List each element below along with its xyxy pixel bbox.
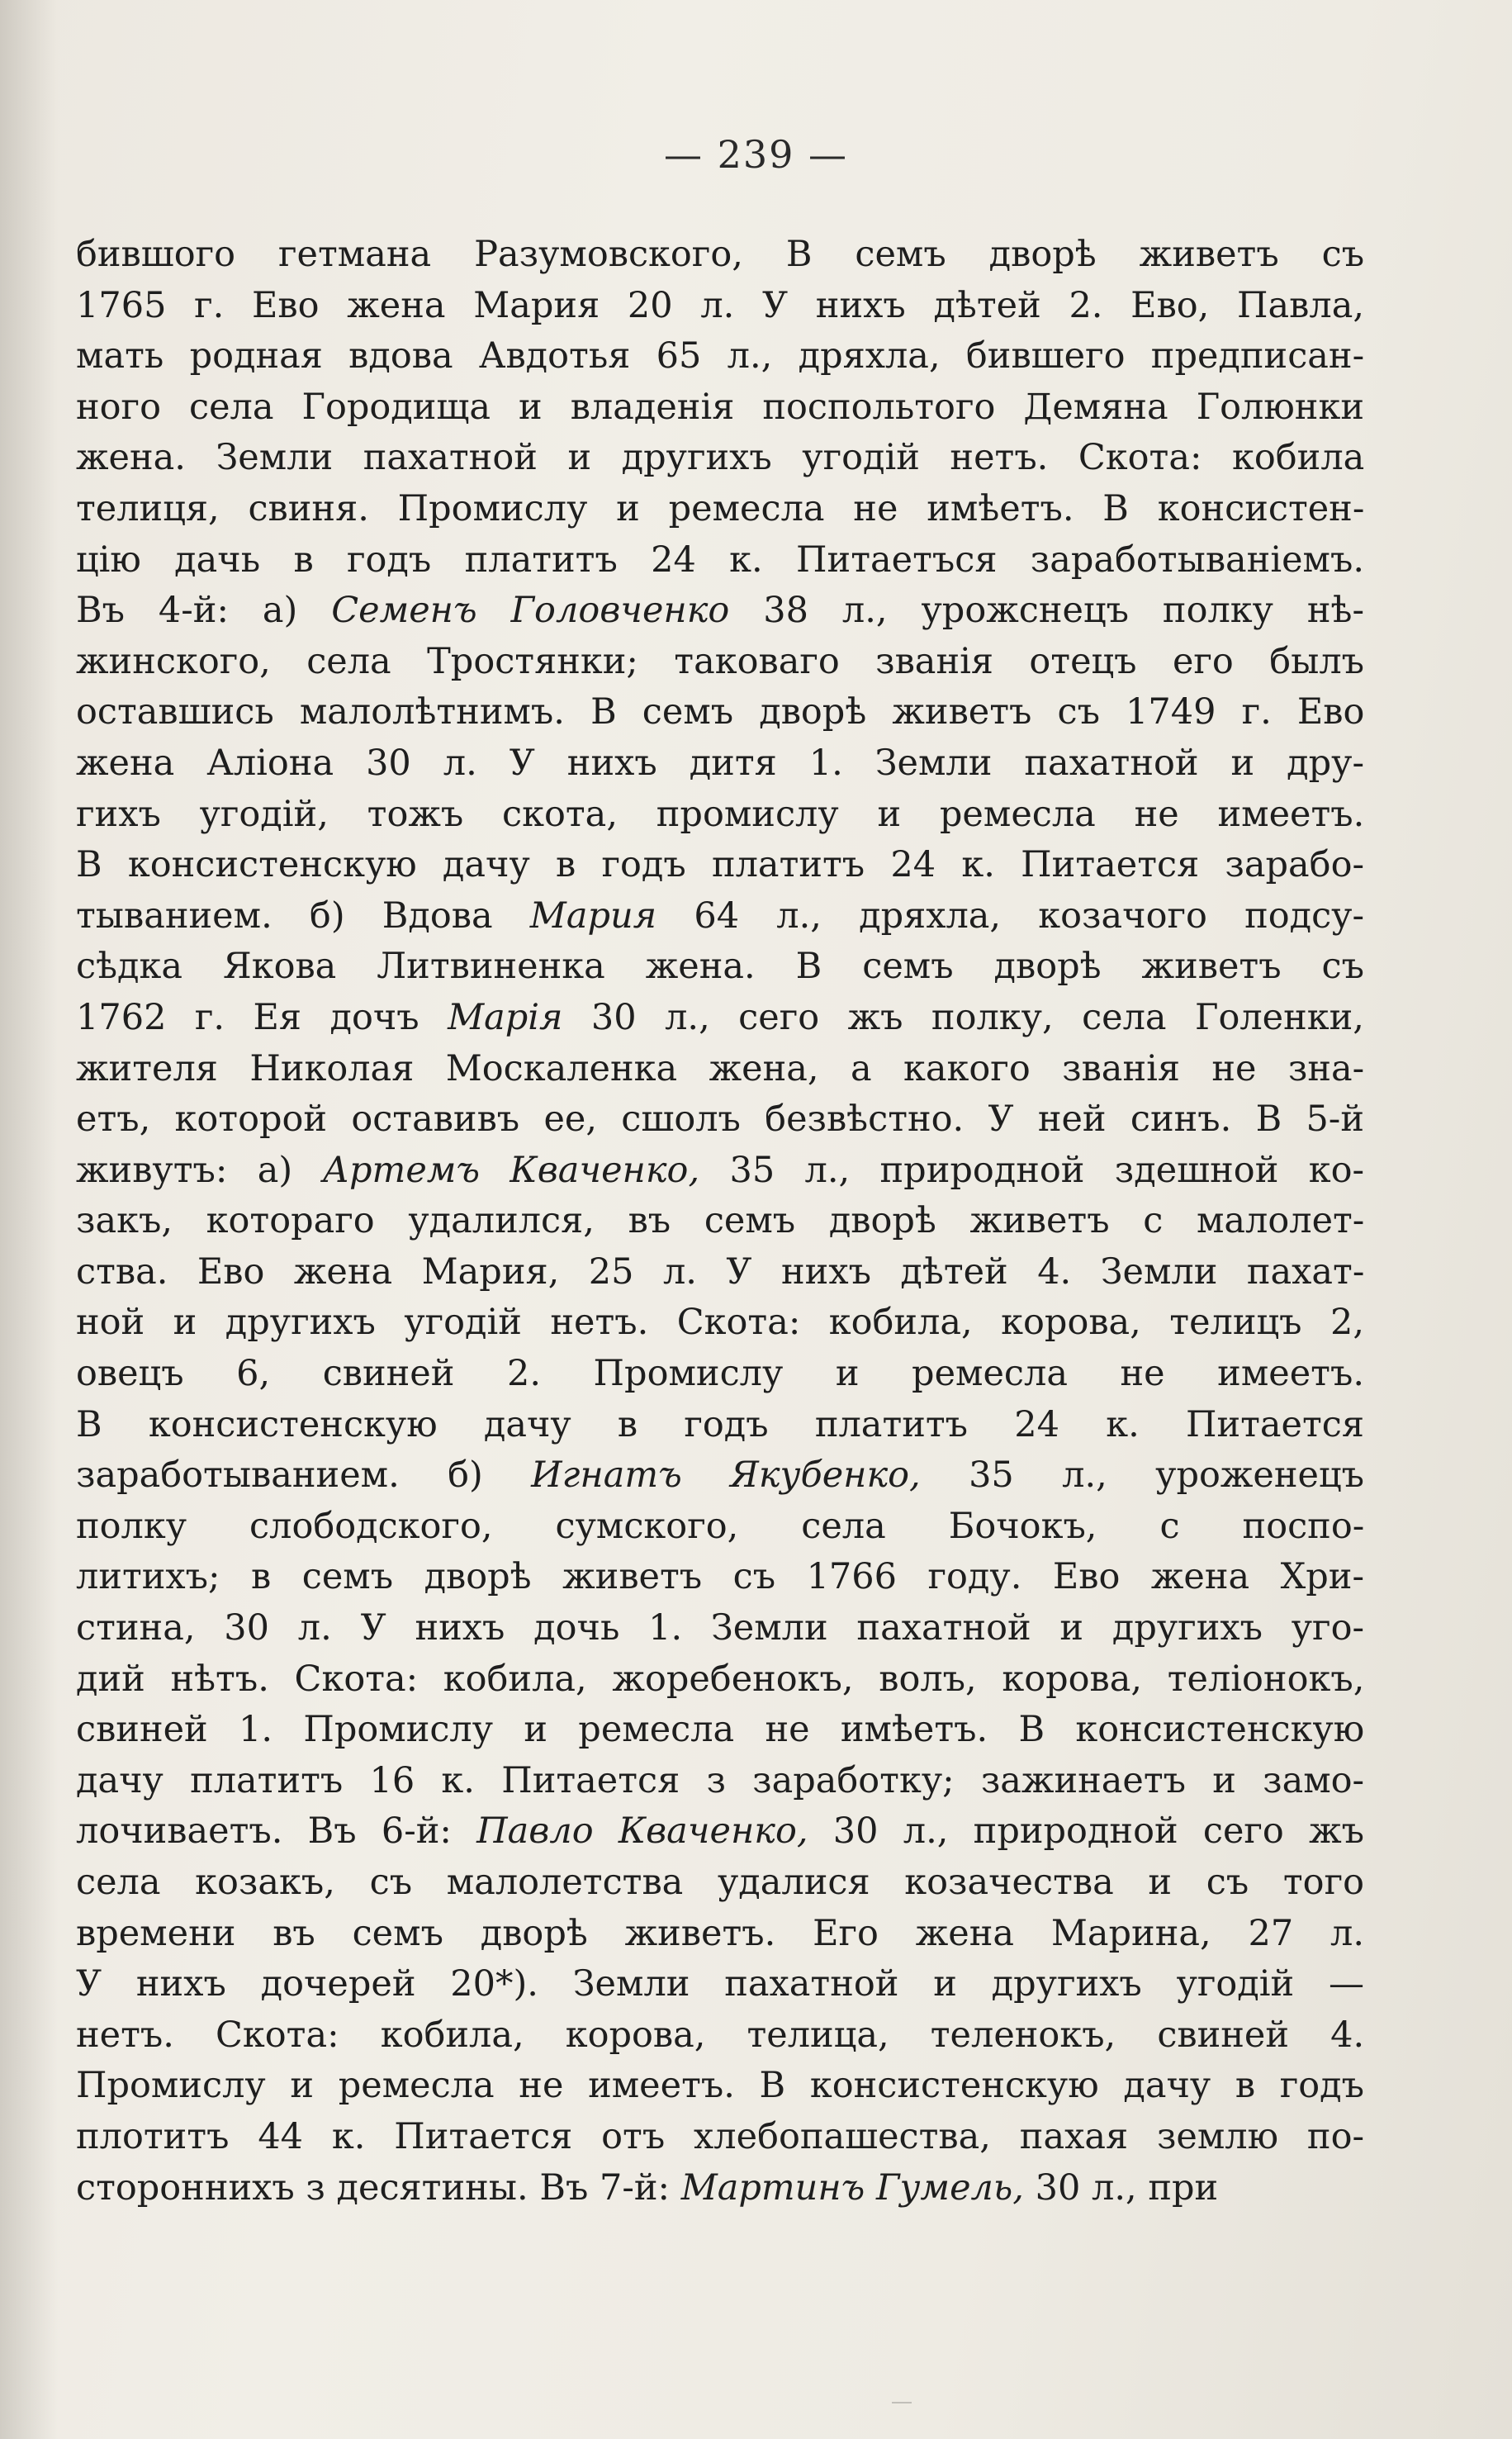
printer-mark [892, 2402, 912, 2403]
text-line [76, 1146, 1364, 1197]
text-line [76, 2163, 1364, 2214]
text-segment: овецъ 6, свиней 2. Промислу и ремесла не имеетъ. [76, 1353, 1364, 1395]
text-segment: жена. Земли пахатной и другихъ угодій нетъ. Скота: кобила [76, 437, 1364, 479]
text-line [76, 1756, 1364, 1807]
text-line [76, 1400, 1364, 1451]
text-line [76, 331, 1364, 382]
person-name: Артемъ Кваченко, [322, 1149, 700, 1191]
text-segment: жителя Николая Москаленка жена, а какого званія не зна- [76, 1047, 1364, 1089]
page-edge-shadow [0, 0, 58, 2439]
text-line [76, 1450, 1364, 1502]
text-segment: ной и другихъ угодій нетъ. Скота: кобила, корова, телицъ 2, [76, 1302, 1364, 1344]
text-line [76, 535, 1364, 586]
text-line [76, 1044, 1364, 1095]
text-line [76, 1959, 1364, 2010]
text-line [76, 1298, 1364, 1349]
text-segment: сѣдка Якова Литвиненка жена. В семъ дворѣ живетъ съ [76, 946, 1364, 988]
text-segment: лочиваетъ. Въ 6-й: [76, 1810, 477, 1853]
text-segment: ного села Городища и владенія поспольтого Демяна Голюнки [76, 386, 1364, 428]
text-line [76, 1502, 1364, 1553]
text-segment: времени въ семъ дворѣ живетъ. Его жена Марина, 27 л. [76, 1912, 1364, 1954]
text-line [76, 1094, 1364, 1146]
text-segment: У нихъ дочерей 20*). Земли пахатной и другихъ угодій — [76, 1963, 1364, 2005]
text-line [76, 687, 1364, 738]
text-segment: жена Аліона 30 л. У нихъ дитя 1. Земли пахатной и дру- [76, 742, 1364, 784]
text-segment: 1762 г. Ея дочъ [76, 996, 448, 1038]
text-segment: 35 л., природной здешной ко- [699, 1149, 1364, 1191]
text-line [76, 738, 1364, 790]
text-line [76, 281, 1364, 332]
text-line [76, 586, 1364, 637]
text-segment: Въ 4-й: а) [76, 590, 332, 632]
text-line [76, 1909, 1364, 1960]
text-line [76, 484, 1364, 535]
text-segment: села козакъ, съ малолетства удалися козачества и съ того [76, 1862, 1364, 1903]
text-segment: 1765 г. Ево жена Мария 20 л. У нихъ дѣтей 2. Ево, Павла, [76, 284, 1364, 326]
text-segment: бившого гетмана Разумовского, В семъ дворѣ живетъ съ [76, 234, 1364, 275]
text-line [76, 1247, 1364, 1298]
text-line [76, 993, 1364, 1044]
text-line [76, 1349, 1364, 1400]
text-segment: тыванием. б) Вдова [76, 894, 530, 937]
text-segment: цію дачь в годъ платитъ 24 к. Питаетъся заработываніемъ. [76, 539, 1364, 581]
text-segment: живутъ: а) [76, 1149, 323, 1191]
text-line [76, 840, 1364, 891]
text-segment: 30 л., при [1023, 2166, 1219, 2209]
text-segment: Промислу и ремесла не имеетъ. В консистенскую дачу в годъ [76, 2065, 1364, 2107]
person-name: Марія [448, 996, 563, 1038]
text-line [76, 1654, 1364, 1706]
text-line [76, 790, 1364, 841]
text-segment: дий нѣтъ. Скота: кобила, жоребенокъ, волъ, корова, теліонокъ, [76, 1658, 1364, 1700]
text-segment: 35 л., уроженецъ [920, 1454, 1364, 1497]
body-text [76, 230, 1364, 2214]
text-line [76, 1806, 1364, 1858]
text-line [76, 2112, 1364, 2163]
text-segment: 64 л., дряхла, козачого подсу- [656, 894, 1364, 937]
text-line [76, 2061, 1364, 2112]
text-segment: 38 л., урожснецъ полку нѣ- [729, 590, 1364, 632]
text-segment: В консистенскую дачу в годъ платитъ 24 к. Питается зарабо- [76, 844, 1364, 886]
text-segment: гихъ угодій, тожъ скота, промислу и ремесла не имеетъ. [76, 793, 1364, 835]
text-line [76, 382, 1364, 434]
text-segment: свиней 1. Промислу и ремесла не имѣетъ. В консистенскую [76, 1709, 1364, 1751]
text-line [76, 891, 1364, 942]
text-line [76, 1705, 1364, 1756]
text-segment: закъ, котораго удалился, въ семъ дворѣ живетъ с малолет- [76, 1200, 1364, 1242]
text-line [76, 1196, 1364, 1247]
text-line [76, 230, 1364, 281]
text-segment: литихъ; в семъ дворѣ живетъ съ 1766 году. Ево жена Хри- [76, 1556, 1364, 1598]
text-segment: В консистенскую дачу в годъ платитъ 24 к. Питается [76, 1403, 1364, 1445]
text-segment: телиця, свиня. Промислу и ремесла не имѣетъ. В консистен- [76, 487, 1364, 529]
text-segment: оставшись малолѣтнимъ. В семъ дворѣ живетъ съ 1749 г. Ево [76, 691, 1364, 733]
text-segment: мать родная вдова Авдотья 65 л., дряхла, бившего предписан- [76, 335, 1364, 377]
text-segment: плотитъ 44 к. Питается отъ хлебопашества, пахая землю по- [76, 2115, 1364, 2157]
text-segment: ства. Ево жена Мария, 25 л. У нихъ дѣтей 4. Земли пахат- [76, 1250, 1364, 1293]
text-segment: стина, 30 л. У нихъ дочь 1. Земли пахатной и другихъ уго- [76, 1607, 1364, 1649]
text-line [76, 1552, 1364, 1603]
text-segment: 30 л., природной сего жъ [808, 1810, 1364, 1853]
text-line [76, 433, 1364, 484]
text-segment: етъ, которой оставивъ ее, сшолъ безвѣстно. У ней синъ. В 5-й [76, 1098, 1364, 1141]
page-number: — 239 — [663, 132, 849, 177]
person-name: Павло Кваченко, [476, 1810, 808, 1853]
text-segment: жинского, села Тростянки; таковаго званія отецъ его былъ [76, 640, 1364, 682]
person-name: Игнатъ Якубенко, [531, 1454, 921, 1497]
text-line [76, 942, 1364, 993]
text-line [76, 1603, 1364, 1654]
person-name: Мария [529, 894, 657, 937]
text-segment: нетъ. Скота: кобила, корова, телица, теленокъ, свиней 4. [76, 2014, 1364, 2056]
text-line [76, 2010, 1364, 2062]
text-line [76, 1858, 1364, 1909]
text-line [76, 637, 1364, 688]
person-name: Семенъ Головченко [331, 590, 730, 632]
text-segment: полку слободского, сумского, села Бочокъ, с поспо- [76, 1505, 1364, 1547]
person-name: Мартинъ Гумель, [680, 2166, 1024, 2209]
text-segment: стороннихъ з десятины. Въ 7-й: [76, 2166, 681, 2209]
text-segment: заработыванием. б) [76, 1454, 532, 1497]
text-segment: дачу платитъ 16 к. Питается з заработку; зажинаетъ и замо- [76, 1759, 1364, 1801]
text-segment: 30 л., сего жъ полку, села Голенки, [562, 996, 1364, 1038]
